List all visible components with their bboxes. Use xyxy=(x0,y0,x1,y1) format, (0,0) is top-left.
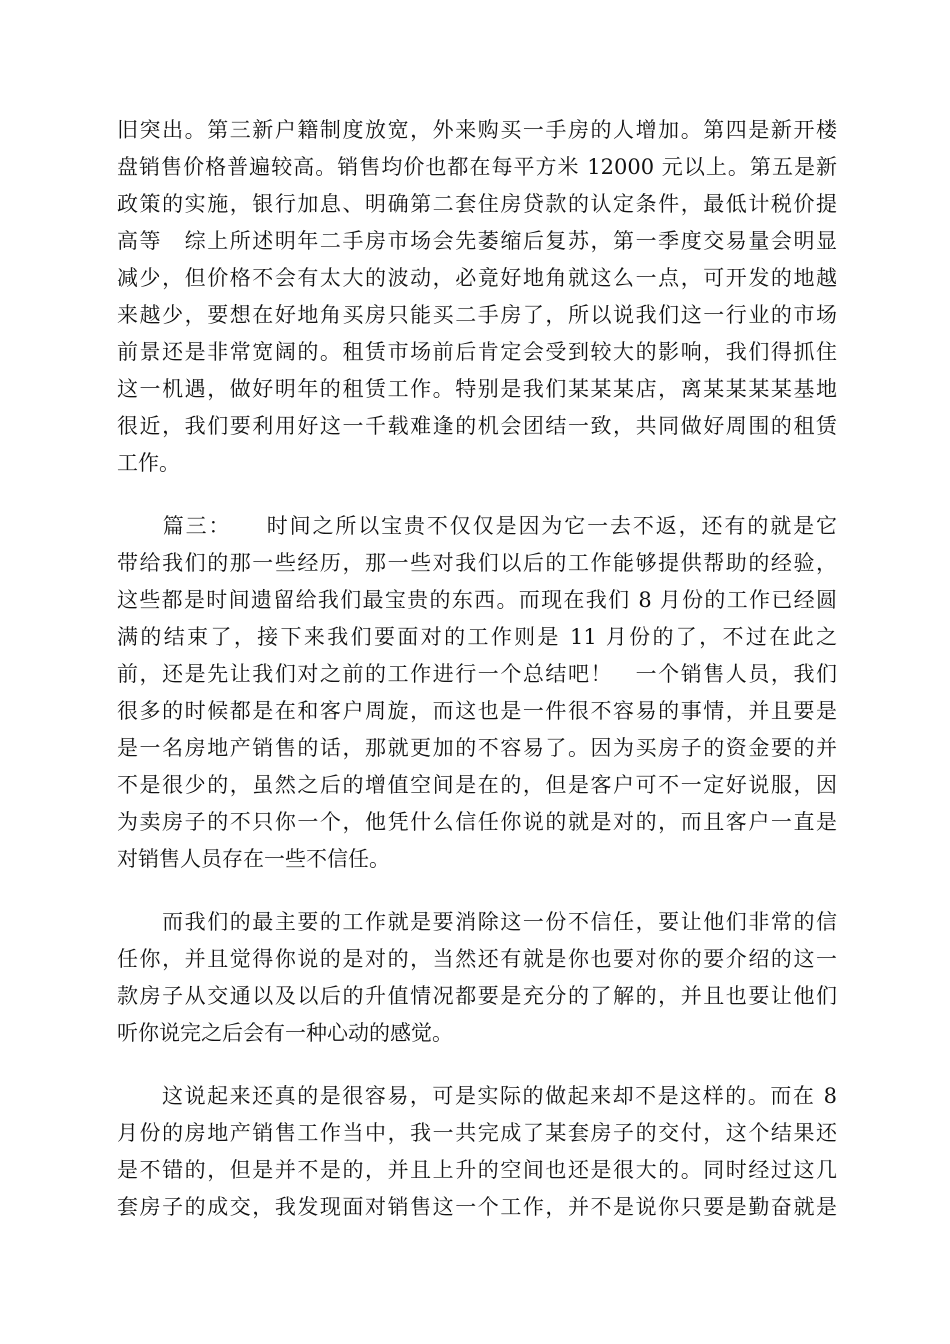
paragraph-2-line-8: 不是很少的，虽然之后的增值空间是在的，但是客户可不一定好说服，因 xyxy=(117,773,837,797)
paragraph-2-line-3: 这些都是时间遗留给我们最宝贵的东西。而现在我们 8 月份的工作已经圆 xyxy=(117,588,837,612)
paragraph-1-line-5: 减少，但价格不会有太大的波动，必竟好地角就这么一点，可开发的地越 xyxy=(117,266,837,290)
paragraph-4-line-3: 是不错的，但是并不是的，并且上升的空间也还是很大的。同时经过这几 xyxy=(117,1158,837,1182)
paragraph-1-line-3: 政策的实施，银行加息、明确第二套住房贷款的认定条件，最低计税价提 xyxy=(117,192,837,216)
paragraph-2-line-5: 前，还是先让我们对之前的工作进行一个总结吧！ 一个销售人员，我们 xyxy=(117,662,837,686)
paragraph-4-line-1: 这说起来还真的是很容易，可是实际的做起来却不是这样的。而在 8 xyxy=(117,1084,837,1108)
paragraph-2-line-1: 篇三： 时间之所以宝贵不仅仅是因为它一去不返，还有的就是它 xyxy=(117,514,837,538)
paragraph-1-line-7: 前景还是非常宽阔的。租赁市场前后肯定会受到较大的影响，我们得抓住 xyxy=(117,340,837,364)
paragraph-1-line-6: 来越少，要想在好地角买房只能买二手房了，所以说我们这一行业的市场 xyxy=(117,303,837,327)
paragraph-1-line-10: 工作。 xyxy=(117,451,180,475)
paragraph-1-line-9: 很近，我们要利用好这一千载难逢的机会团结一致，共同做好周围的租赁 xyxy=(117,414,837,438)
paragraph-3-line-3: 款房子从交通以及以后的升值情况都要是充分的了解的，并且也要让他们 xyxy=(117,984,837,1008)
paragraph-2-line-2: 带给我们的那一些经历，那一些对我们以后的工作能够提供帮助的经验， xyxy=(117,551,837,575)
paragraph-2-line-10: 对销售人员存在一些不信任。 xyxy=(117,847,390,871)
paragraph-4-line-4: 套房子的成交，我发现面对销售这一个工作，并不是说你只要是勤奋就是 xyxy=(117,1195,837,1219)
paragraph-1-line-1: 旧突出。第三新户籍制度放宽，外来购买一手房的人增加。第四是新开楼 xyxy=(117,118,837,142)
paragraph-3-line-2: 任你，并且觉得你说的是对的，当然还有就是你也要对你的要介绍的这一 xyxy=(117,947,837,971)
paragraph-2-line-4: 满的结束了，接下来我们要面对的工作则是 11 月份的了，不过在此之 xyxy=(117,625,837,649)
paragraph-4-line-2: 月份的房地产销售工作当中，我一共完成了某套房子的交付，这个结果还 xyxy=(117,1121,837,1145)
paragraph-1-line-4: 高等 综上所述明年二手房市场会先萎缩后复苏，第一季度交易量会明显 xyxy=(117,229,837,253)
paragraph-3-line-1: 而我们的最主要的工作就是要消除这一份不信任，要让他们非常的信 xyxy=(117,910,837,934)
paragraph-1-line-2: 盘销售价格普遍较高。销售均价也都在每平方米 12000 元以上。第五是新 xyxy=(117,155,837,179)
paragraph-1-line-8: 这一机遇，做好明年的租赁工作。特别是我们某某某店，离某某某某基地 xyxy=(117,377,837,401)
paragraph-3-line-4: 听你说完之后会有一种心动的感觉。 xyxy=(117,1021,453,1045)
paragraph-2-line-6: 很多的时候都是在和客户周旋，而这也是一件很不容易的事情，并且要是 xyxy=(117,699,837,723)
paragraph-2-line-7: 是一名房地产销售的话，那就更加的不容易了。因为买房子的资金要的并 xyxy=(117,736,837,760)
paragraph-2-line-9: 为卖房子的不只你一个，他凭什么信任你说的就是对的，而且客户一直是 xyxy=(117,810,837,834)
